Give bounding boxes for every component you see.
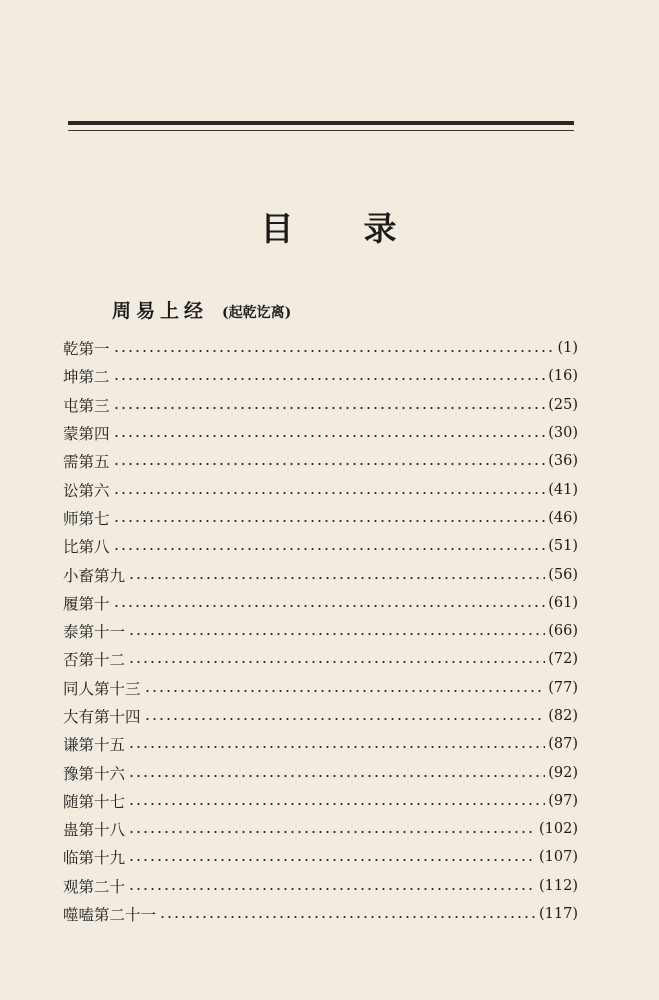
toc-entry-page: (25) — [548, 396, 578, 413]
toc-entry-name: 泰第十一 — [63, 623, 126, 642]
toc-entry-name: 乾第一 — [63, 340, 110, 359]
dot-leader — [128, 831, 536, 833]
dot-leader — [113, 492, 546, 494]
toc-entry — [63, 872, 578, 900]
toc-entry — [63, 702, 578, 730]
toc-entry-name: 屯第三 — [63, 396, 110, 415]
toc-entry — [63, 843, 578, 871]
dot-leader — [113, 407, 546, 409]
toc-entry-page: (112) — [539, 877, 578, 894]
toc-entry-page: (77) — [548, 679, 578, 696]
toc-entry — [63, 475, 578, 503]
toc-entry — [63, 787, 578, 815]
dot-leader — [113, 548, 546, 550]
toc-entry-name: 临第十九 — [63, 849, 126, 868]
header-rule-thin — [68, 130, 574, 131]
title-char-2: 录 — [363, 209, 399, 248]
section-heading — [112, 296, 291, 323]
toc-entry — [63, 419, 578, 447]
toc-entry-name: 谦第十五 — [63, 736, 126, 755]
toc-entry-name: 坤第二 — [63, 368, 110, 387]
toc-entry-page: (72) — [548, 651, 578, 668]
toc-entry-name: 大有第十四 — [63, 708, 141, 726]
title-char-1: 目 — [260, 209, 296, 248]
toc-entry-page: (51) — [548, 538, 578, 555]
dot-leader — [159, 916, 536, 918]
toc-entry-page: (1) — [557, 340, 578, 357]
dot-leader — [113, 520, 546, 522]
toc-entry — [63, 589, 578, 617]
toc-entry-name: 讼第六 — [63, 481, 110, 500]
toc-entry — [63, 815, 578, 843]
toc-entry-page: (87) — [548, 736, 578, 753]
toc-entry — [63, 532, 578, 560]
toc-entry-name: 比第八 — [63, 538, 110, 557]
toc-entry-name: 履第十 — [63, 594, 110, 613]
toc-entry-page: (56) — [548, 566, 578, 583]
toc-entry — [63, 362, 578, 390]
toc-entry-name: 同人第十三 — [63, 679, 141, 698]
toc-entry-page: (66) — [548, 623, 578, 640]
dot-leader — [113, 378, 546, 380]
toc-entry-name: 噬嗑第二十一 — [63, 906, 157, 925]
toc-entry — [63, 447, 578, 475]
dot-leader — [113, 350, 555, 352]
toc-entry-page: (36) — [548, 453, 578, 470]
dot-leader — [144, 690, 546, 692]
dot-leader — [113, 463, 546, 465]
dot-leader — [128, 888, 536, 890]
toc-entry-name: 观第二十 — [63, 877, 126, 896]
dot-leader — [128, 746, 545, 748]
toc-entry-page: (61) — [548, 594, 578, 611]
dot-leader — [128, 661, 545, 663]
dot-leader — [144, 718, 546, 720]
toc-entry — [63, 758, 578, 786]
toc-entry-page: (92) — [548, 764, 578, 781]
toc-entry — [63, 674, 578, 702]
toc-entry-page: (30) — [548, 425, 578, 442]
page-title — [0, 203, 659, 250]
toc-entry-name: 小畜第九 — [63, 566, 126, 585]
toc-entry — [63, 730, 578, 758]
toc-entry — [63, 560, 578, 588]
header-rule-thick — [68, 121, 574, 125]
dot-leader — [128, 577, 545, 579]
toc-entry — [63, 900, 578, 928]
toc-entry-name: 师第七 — [63, 509, 110, 528]
toc-entry-page: (41) — [548, 481, 578, 498]
toc-entry-page: (107) — [539, 849, 578, 866]
toc-entry-page: (82) — [548, 708, 578, 724]
toc-entry-name: 随第十七 — [63, 792, 126, 811]
toc-entry-name: 否第十二 — [63, 651, 126, 670]
section-note: (起乾讫离) — [222, 305, 292, 321]
toc-entry-page: (46) — [548, 509, 578, 526]
dot-leader — [128, 859, 536, 861]
toc-entry-name: 需第五 — [63, 453, 110, 472]
dot-leader — [128, 803, 545, 805]
toc-entry-name: 豫第十六 — [63, 764, 126, 783]
dot-leader — [128, 633, 545, 635]
dot-leader — [113, 435, 546, 437]
toc-entry — [63, 334, 578, 362]
toc-entry-page: (16) — [548, 368, 578, 385]
toc-entry — [63, 391, 578, 419]
toc-entry — [63, 617, 578, 645]
toc-entry-name: 蒙第四 — [63, 425, 110, 444]
toc-entry-page: (102) — [539, 821, 578, 838]
toc-entry — [63, 645, 578, 673]
toc-entry — [63, 504, 578, 532]
toc-entry-page: (117) — [539, 906, 578, 923]
toc-entry-page: (97) — [548, 792, 578, 809]
dot-leader — [128, 775, 545, 777]
toc-entry-name: 蛊第十八 — [63, 821, 126, 840]
table-of-contents — [63, 334, 578, 928]
dot-leader — [113, 605, 546, 607]
section-name: 周易上经 — [112, 300, 209, 322]
